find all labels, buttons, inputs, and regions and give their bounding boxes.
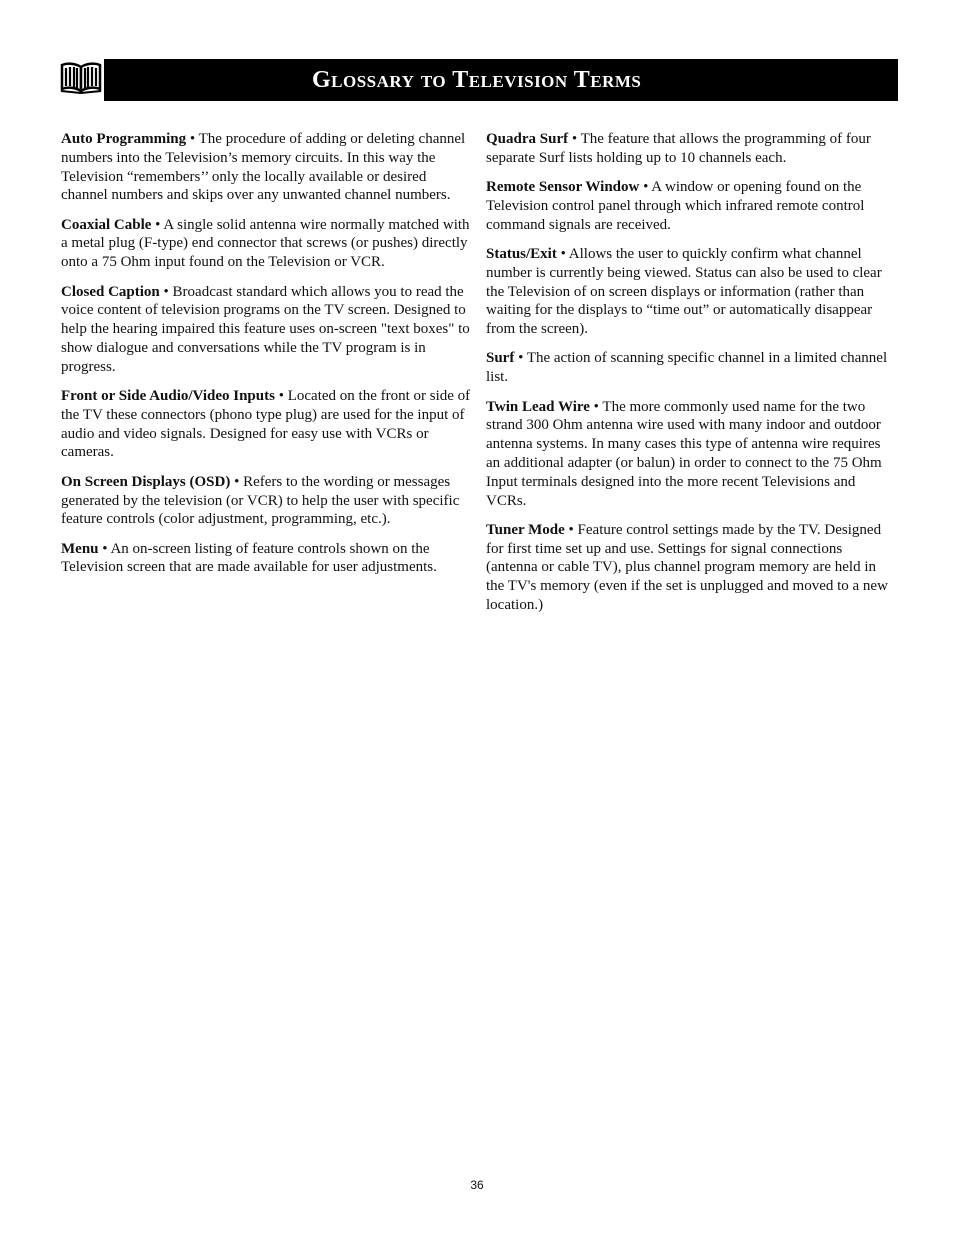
glossary-definition: The procedure of adding or deleting channel numbers into the Television’s memory circuits. In this way the Television “remembers’’ only the locally available or desired channel numbers and skips over any unwanted channel numbers. [61, 131, 466, 204]
glossary-definition: Located on the front or side of the TV these connectors (phono type plug) are used for the input of audio and video signals. Designed for easy use with VCRs or cameras. [61, 388, 471, 461]
glossary-entry [61, 540, 471, 578]
left-column [61, 130, 471, 588]
glossary-definition: An on-screen listing of feature controls shown on the Television screen that are made available for user adjustments. [61, 540, 437, 576]
glossary-definition: Feature control settings made by the TV. Designed for first time set up and use. Settings for signal connections (antenna or cable TV), plus channel program memory are held in the TV's memory (even if the set is unplugged and moved to a new location.) [486, 521, 888, 614]
page-number: 36 [470, 1178, 484, 1192]
glossary-term: Status/Exit [486, 245, 557, 262]
separator: • [639, 179, 652, 196]
glossary-entry [61, 216, 471, 272]
glossary-definition: The action of scanning specific channel in a limited channel list. [486, 350, 888, 386]
glossary-term: Remote Sensor Window [486, 179, 640, 196]
glossary-entry [61, 473, 471, 529]
glossary-entry [486, 178, 896, 234]
glossary-definition: A window or opening found on the Television control panel through which infrared remote control command signals are received. [486, 179, 865, 233]
separator: • [186, 131, 199, 147]
glossary-definition: The feature that allows the programming of four separate Surf lists holding up to 10 channels each. [486, 131, 871, 166]
glossary-term: Menu [61, 540, 99, 557]
glossary-definition: Allows the user to quickly confirm what channel number is currently being viewed. Status can also be used to clear the Television of on screen displays or information (rather than waiting for the displays to “time out” or automatically disappear from the screen). [486, 245, 882, 338]
glossary-term: On Screen Displays (OSD) [61, 473, 231, 490]
glossary-entry [61, 387, 471, 462]
separator: • [151, 216, 164, 233]
glossary-definition: A single solid antenna wire normally matched with a metal plug (F-type) end connector that screws (or pushes) directly onto a 75 Ohm input found on the Television or VCR. [61, 216, 470, 271]
page-title: Glossary to Television Terms [312, 66, 642, 93]
right-column [486, 130, 896, 625]
title-bar [104, 59, 898, 101]
separator: • [274, 388, 288, 405]
separator: • [556, 245, 569, 262]
separator: • [98, 540, 111, 557]
glossary-term: Auto Programming [61, 131, 187, 147]
glossary-term: Coaxial Cable [61, 216, 152, 233]
glossary-entry [486, 349, 896, 387]
glossary-definition: Refers to the wording or messages generated by the television (or VCR) to help the user with specific feature controls (color adjustment, programming, etc.). [61, 473, 460, 528]
separator: • [589, 398, 603, 415]
separator: • [159, 283, 173, 300]
glossary-term: Closed Caption [61, 283, 160, 300]
glossary-term: Twin Lead Wire [486, 398, 590, 415]
glossary-term: Front or Side Audio/Video Inputs [61, 388, 275, 405]
glossary-term: Tuner Mode [486, 521, 565, 538]
glossary-entry [486, 245, 896, 339]
glossary-definition: The more commonly used name for the two strand 300 Ohm antenna wire used with many indoor and outdoor antenna systems. In many cases this type of antenna wire requires an additional adapter (or balun) in order to connect to the 75 Ohm Input terminals designed into the more recent Televisions and VCRs. [486, 398, 882, 509]
glossary-entry [486, 521, 896, 615]
open-book-icon [60, 62, 102, 94]
separator: • [564, 521, 578, 538]
glossary-entry [61, 283, 471, 377]
separator: • [230, 473, 244, 490]
glossary-entry [486, 398, 896, 511]
separator: • [568, 131, 581, 147]
glossary-definition: Broadcast standard which allows you to read the voice content of television programs on the TV screen. Designed to help the hearing impaired this feature uses on-screen "text boxes" to show dialogue and conversations while the TV program is in progress. [61, 283, 470, 375]
glossary-entry [486, 130, 896, 168]
separator: • [514, 350, 527, 367]
glossary-entry [61, 130, 471, 205]
glossary-term: Quadra Surf [486, 131, 569, 147]
glossary-term: Surf [486, 350, 515, 367]
